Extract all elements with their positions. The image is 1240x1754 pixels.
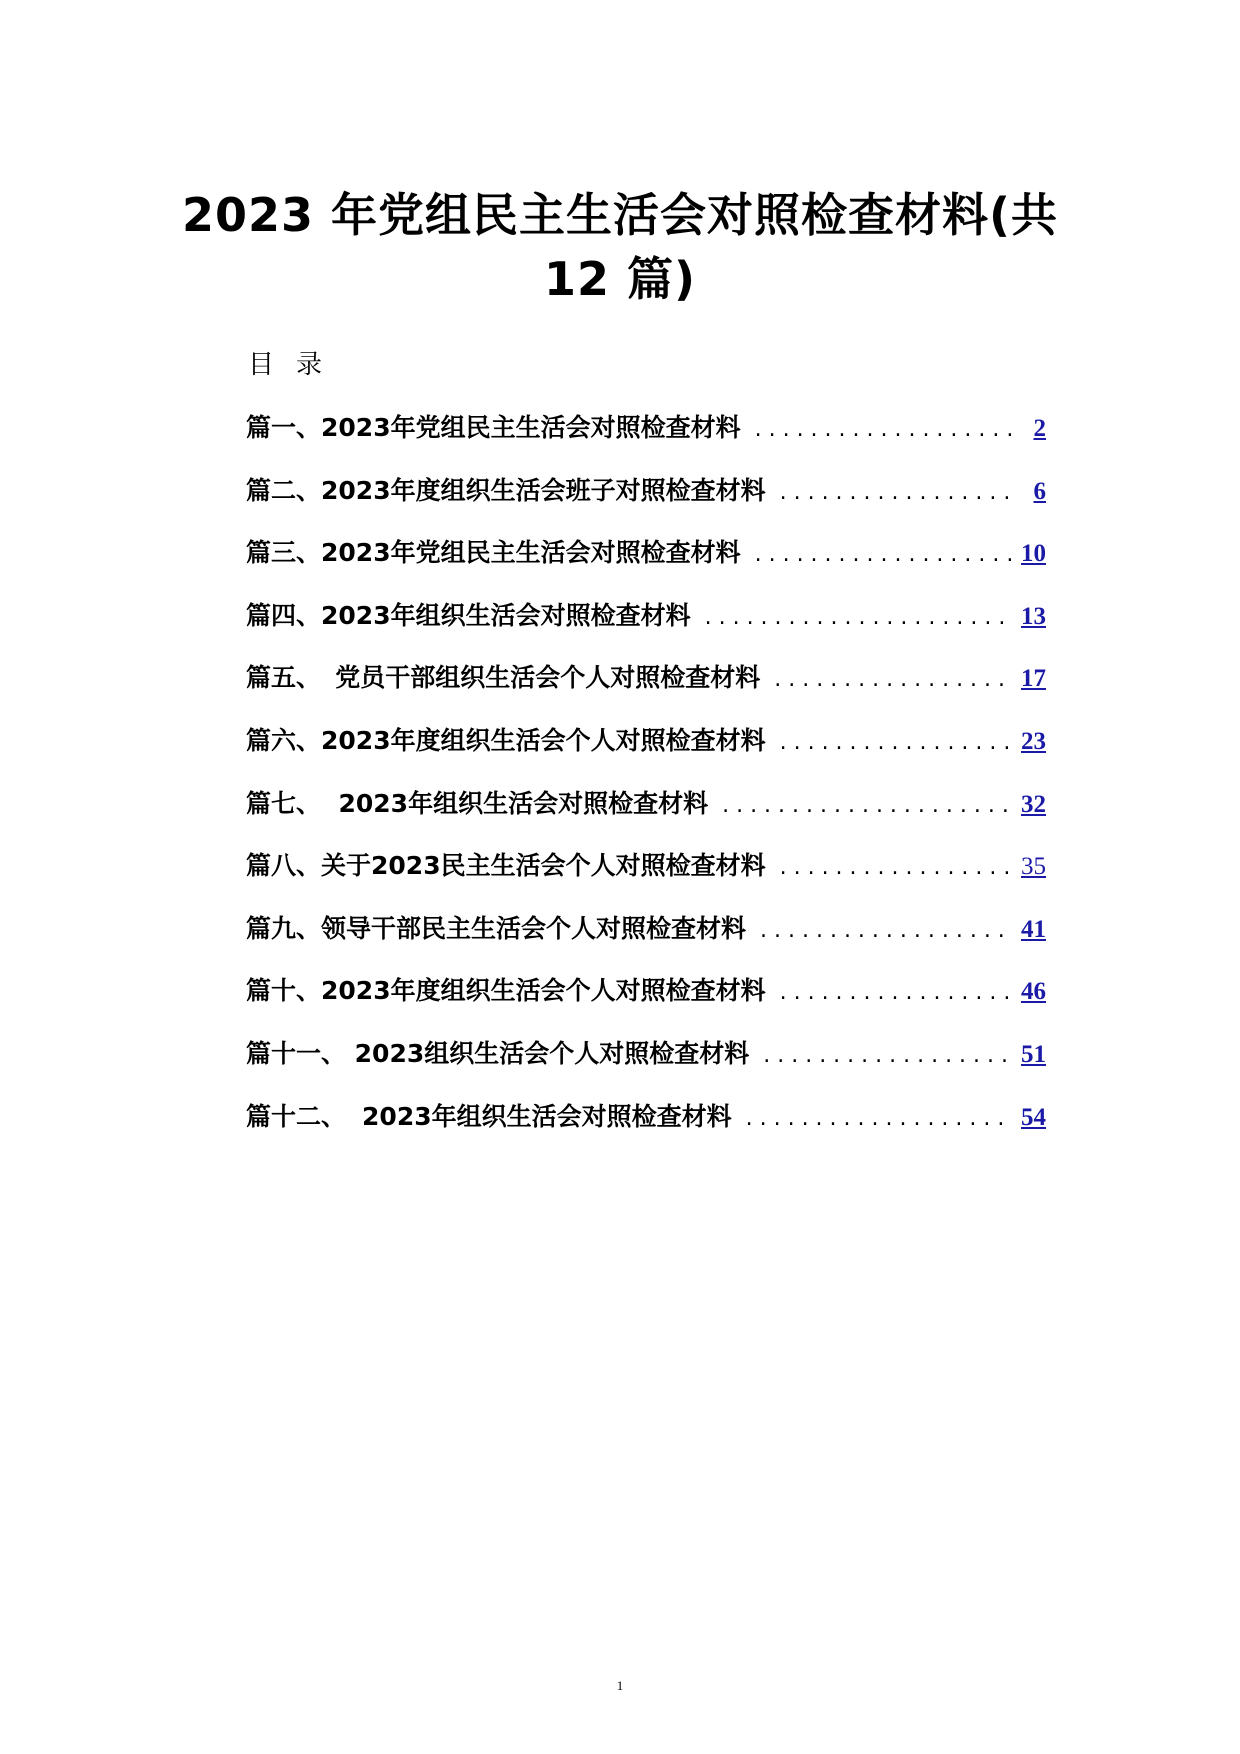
toc-entry-1[interactable] bbox=[246, 408, 1046, 471]
toc-entry-10[interactable] bbox=[246, 971, 1046, 1034]
toc-leader-dots bbox=[741, 542, 1012, 567]
toc-entry-5[interactable] bbox=[246, 658, 1046, 721]
toc-leader-dots bbox=[760, 667, 1012, 692]
toc-entry-prefix: 篇三、 bbox=[246, 538, 322, 568]
toc-leader-dots bbox=[746, 918, 1012, 943]
toc-entry-title: 2023年党组民主生活会对照检查材料 bbox=[321, 413, 741, 442]
toc-entry-title: 2023年度组织生活会个人对照检查材料 bbox=[321, 976, 766, 1006]
toc-leader-dots bbox=[741, 417, 1012, 442]
toc-page-link[interactable]: 32 bbox=[1021, 790, 1046, 818]
toc-entry-title: 2023年组织生活会对照检查材料 bbox=[362, 1101, 732, 1131]
toc-leader-dots bbox=[766, 855, 1012, 880]
toc-entry-title: 2023年度组织生活会个人对照检查材料 bbox=[321, 725, 766, 755]
toc-entry-prefix: 篇五、 bbox=[246, 663, 322, 693]
toc-entry-prefix: 篇十一、 bbox=[246, 1038, 347, 1068]
toc-entry-prefix: 篇四、 bbox=[246, 600, 322, 630]
toc-entry-prefix: 篇十二、 bbox=[246, 1101, 347, 1131]
toc-page-link[interactable]: 54 bbox=[1021, 1103, 1046, 1131]
toc-entry-title: 党员干部组织生活会个人对照检查材料 bbox=[335, 663, 761, 693]
toc-entry-6[interactable] bbox=[246, 721, 1046, 784]
toc-leader-dots bbox=[766, 480, 1012, 505]
toc-leader-dots bbox=[732, 1106, 1012, 1131]
toc-page-link[interactable]: 23 bbox=[1021, 727, 1046, 755]
document-title-line-1: 2023 年党组民主生活会对照检查材料(共 bbox=[181, 188, 1059, 242]
toc-entry-title: 2023年组织生活会对照检查材料 bbox=[338, 788, 709, 818]
toc-entry-prefix: 篇七、 bbox=[246, 788, 322, 818]
toc-leader-dots bbox=[708, 793, 1012, 818]
toc-page-link[interactable]: 6 bbox=[1033, 477, 1046, 505]
toc-entry-9[interactable] bbox=[246, 909, 1046, 972]
toc-page-link[interactable]: 13 bbox=[1021, 602, 1046, 630]
toc-entry-title: 2023组织生活会个人对照检查材料 bbox=[354, 1038, 750, 1068]
toc-entry-prefix: 篇九、 bbox=[246, 913, 322, 943]
toc-leader-dots bbox=[691, 605, 1012, 630]
toc-entry-3[interactable] bbox=[246, 533, 1046, 596]
toc-entry-prefix: 篇六、 bbox=[246, 725, 322, 755]
toc-entry-2[interactable] bbox=[246, 471, 1046, 534]
toc-page-link[interactable]: 10 bbox=[1021, 540, 1046, 568]
toc-page-link[interactable]: 51 bbox=[1021, 1040, 1046, 1068]
toc-page-link[interactable]: 2 bbox=[1033, 415, 1046, 442]
toc-page-link[interactable]: 17 bbox=[1021, 665, 1046, 693]
toc-entry-8[interactable] bbox=[246, 846, 1046, 909]
table-of-contents bbox=[246, 408, 1046, 1159]
toc-entry-prefix: 篇二、 bbox=[246, 475, 322, 505]
toc-entry-title: 关于2023民主生活会个人对照检查材料 bbox=[321, 851, 766, 881]
toc-entry-title: 2023年组织生活会对照检查材料 bbox=[321, 600, 691, 630]
toc-entry-11[interactable] bbox=[246, 1034, 1046, 1097]
toc-entry-prefix: 篇十、 bbox=[246, 976, 322, 1006]
footer-page-number: 1 bbox=[616, 1678, 624, 1693]
toc-leader-dots bbox=[766, 730, 1012, 755]
toc-page-link[interactable]: 35 bbox=[1021, 853, 1046, 881]
toc-entry-7[interactable] bbox=[246, 784, 1046, 847]
toc-entry-title: 2023年度组织生活会班子对照检查材料 bbox=[321, 475, 766, 505]
toc-entry-title: 领导干部民主生活会个人对照检查材料 bbox=[321, 913, 747, 943]
toc-entry-prefix: 篇八、 bbox=[246, 851, 322, 881]
toc-entry-prefix: 篇一、 bbox=[246, 413, 322, 442]
toc-entry-title: 2023年党组民主生活会对照检查材料 bbox=[321, 538, 741, 568]
toc-leader-dots bbox=[749, 1043, 1012, 1068]
toc-leader-dots bbox=[766, 980, 1012, 1005]
toc-entry-12[interactable] bbox=[246, 1097, 1046, 1160]
toc-entry-4[interactable] bbox=[246, 596, 1046, 659]
toc-heading: 目录 bbox=[248, 350, 345, 380]
document-title-line-2: 12 篇) bbox=[543, 252, 697, 306]
toc-page-link[interactable]: 46 bbox=[1021, 978, 1046, 1006]
toc-page-link[interactable]: 41 bbox=[1021, 915, 1046, 943]
